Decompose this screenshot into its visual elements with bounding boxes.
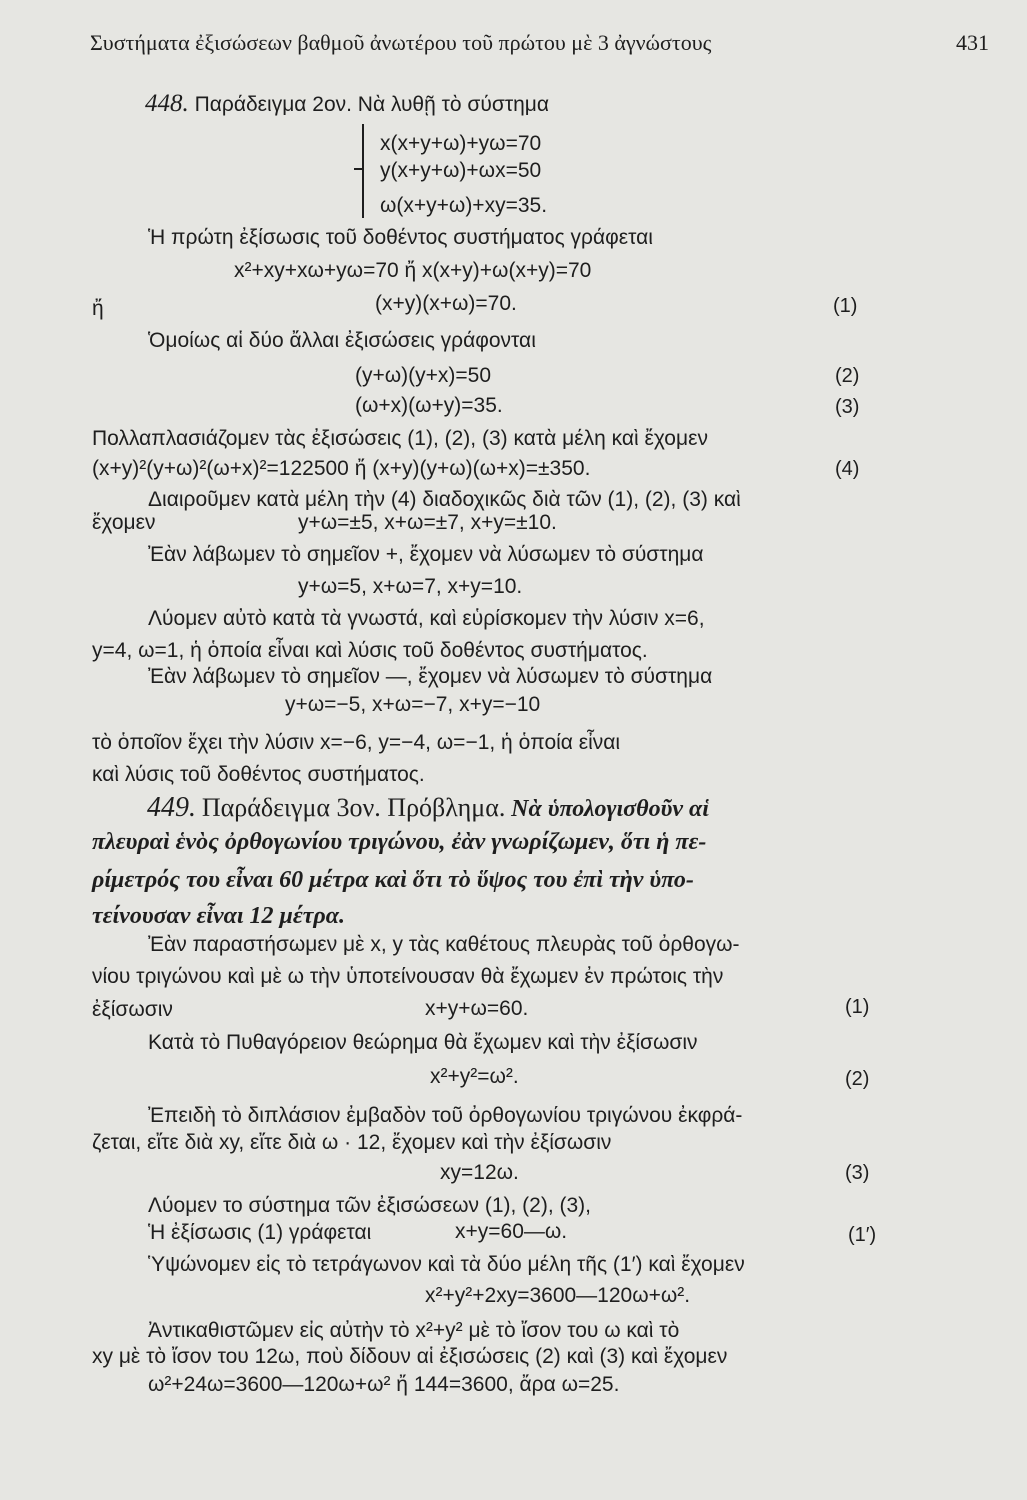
equation-label-3: (3) <box>845 1162 870 1184</box>
equation-label-3: (3) <box>835 396 860 418</box>
text-line: Ὑψώνομεν εἰς τὸ τετράγωνον καὶ τὰ δύο μέλη τῆς (1′) καὶ ἔχομεν <box>148 1253 745 1276</box>
equation-1-prime: x+y=60—ω. <box>455 1220 568 1243</box>
section-number-448: 448. <box>145 90 189 117</box>
equation-line: ω²+24ω=3600—120ω+ω² ἤ 144=3600, ἄρα ω=25. <box>148 1373 620 1396</box>
text-line: Ἐπειδὴ τὸ διπλάσιον ἐμβαδὸν τοῦ ὀρθογωνίου τριγώνου ἐκφρά- <box>148 1104 743 1127</box>
page-number: 431 <box>956 30 989 55</box>
text-line: νίου τριγώνου καὶ μὲ ω τὴν ὑποτείνουσαν θὰ ἔχωμεν ἐν πρώτοις τὴν <box>92 965 724 988</box>
example-449-heading <box>147 792 709 825</box>
equation-line: x²+xy+xω+yω=70 ἤ x(x+y)+ω(x+y)=70 <box>234 259 592 282</box>
equation-1: x+y+ω=60. <box>425 997 529 1020</box>
text-line: Ἐὰν παραστήσωμεν μὲ x, y τὰς καθέτους πλευρὰς τοῦ ὀρθογω- <box>148 933 740 956</box>
system-brace <box>362 124 374 218</box>
text-line: Ἡ ἐξίσωσις (1) γράφεται <box>148 1221 372 1244</box>
text-word: ἤ <box>92 297 104 320</box>
text-line: xy μὲ τὸ ἴσον του 12ω, ποὺ δίδουν αἱ ἐξισώσεις (2) καὶ (3) καὶ ἔχομεν <box>92 1345 728 1368</box>
equation-label-1: (1) <box>833 295 858 317</box>
equation-line: (x+y)²(y+ω)²(ω+x)²=122500 ἤ (x+y)(y+ω)(ω+x)=±350. <box>92 457 591 480</box>
text-line: Ἀντικαθιστῶμεν εἰς αὐτὴν τὸ x²+y² μὲ τὸ ἴσον του ω καὶ τὸ <box>148 1319 680 1342</box>
text-line: Ἡ πρώτη ἐξίσωσις τοῦ δοθέντος συστήματος γράφεται <box>148 226 653 249</box>
system-equation-3: ω(x+y+ω)+xy=35. <box>380 194 548 217</box>
problem-text-start: Νὰ ὑπολογισθοῦν αἱ <box>511 796 709 822</box>
text-line: Λύομεν το σύστημα τῶν ἐξισώσεων (1), (2), (3), <box>148 1194 591 1217</box>
text-line: Κατὰ τὸ Πυθαγόρειον θεώρημα θὰ ἔχωμεν καὶ τὴν ἐξίσωσιν <box>148 1031 698 1054</box>
text-line: y=4, ω=1, ἡ ὁποία εἶναι καὶ λύσις τοῦ δοθέντος συστήματος. <box>92 639 648 662</box>
equation-line: y+ω=−5, x+ω=−7, x+y=−10 <box>285 693 541 716</box>
text-line: Πολλαπλασιάζομεν τὰς ἐξισώσεις (1), (2), (3) κατὰ μέλη καὶ ἔχομεν <box>92 427 708 450</box>
equation-1: (x+y)(x+ω)=70. <box>375 292 517 315</box>
problem-text: τείνουσαν εἶναι 12 μέτρα. <box>92 903 346 929</box>
equation-3: (ω+x)(ω+y)=35. <box>355 394 503 417</box>
equation-label-2: (2) <box>835 365 860 387</box>
system-equation-1: x(x+y+ω)+yω=70 <box>380 132 542 155</box>
text-line: καὶ λύσις τοῦ δοθέντος συστήματος. <box>92 763 425 786</box>
text-line: τὸ ὁποῖον ἔχει τὴν λύσιν x=−6, y=−4, ω=−1, ἡ ὁποία εἶναι <box>92 731 621 754</box>
equation-label-1-prime: (1′) <box>848 1224 877 1246</box>
section-number-449: 449. <box>147 792 196 823</box>
equation-line: y+ω=±5, x+ω=±7, x+y=±10. <box>298 511 557 534</box>
text-line: Διαιροῦμεν κατὰ μέλη τὴν (4) διαδοχικῶς διὰ τῶν (1), (2), (3) καὶ <box>148 488 741 511</box>
equation-label-2: (2) <box>845 1068 870 1090</box>
equation-3: xy=12ω. <box>440 1161 519 1184</box>
equation-label-1: (1) <box>845 996 870 1018</box>
equation-2: (y+ω)(y+x)=50 <box>355 364 492 387</box>
example-448-title: Παράδειγμα 2ον. Νὰ λυθῇ τὸ σύστημα <box>194 93 550 116</box>
text-word: ἐξίσωσιν <box>92 998 173 1021</box>
example-449-title: Παράδειγμα 3ον. Πρόβλημα. <box>201 793 506 822</box>
system-equation-2: y(x+y+ω)+ωx=50 <box>380 159 542 182</box>
example-448-heading <box>145 91 549 118</box>
equation-line: y+ω=5, x+ω=7, x+y=10. <box>298 575 523 598</box>
equation-2: x²+y²=ω². <box>430 1065 519 1088</box>
equation-line: x²+y²+2xy=3600—120ω+ω². <box>425 1284 691 1307</box>
problem-text: πλευραὶ ἑνὸς ὀρθογωνίου τριγώνου, ἐὰν γνωρίζωμεν, ὅτι ἡ πε- <box>92 829 707 855</box>
text-line: Λύομεν αὐτὸ κατὰ τὰ γνωστά, καὶ εὑρίσκομεν τὴν λύσιν x=6, <box>148 607 705 630</box>
text-line: Ἐὰν λάβωμεν τὸ σημεῖον —, ἔχομεν νὰ λύσωμεν τὸ σύστημα <box>148 665 713 688</box>
text-line: ζεται, εἴτε διὰ xy, εἴτε διὰ ω · 12, ἔχομεν καὶ τὴν ἐξίσωσιν <box>92 1131 612 1154</box>
equation-label-4: (4) <box>835 458 860 480</box>
problem-text: ρίμετρός του εἶναι 60 μέτρα καὶ ὅτι τὸ ὕψος του ἐπὶ τὴν ὑπο- <box>92 867 694 893</box>
text-line: Ἐὰν λάβωμεν τὸ σημεῖον +, ἔχομεν νὰ λύσωμεν τὸ σύστημα <box>148 543 704 566</box>
running-header: Συστήματα ἐξισώσεων βαθμοῦ ἀνωτέρου τοῦ πρώτου μὲ 3 ἀγνώστους <box>90 30 712 55</box>
text-word: ἔχομεν <box>92 511 156 534</box>
text-line: Ὁμοίως αἱ δύο ἄλλαι ἐξισώσεις γράφονται <box>148 329 536 352</box>
